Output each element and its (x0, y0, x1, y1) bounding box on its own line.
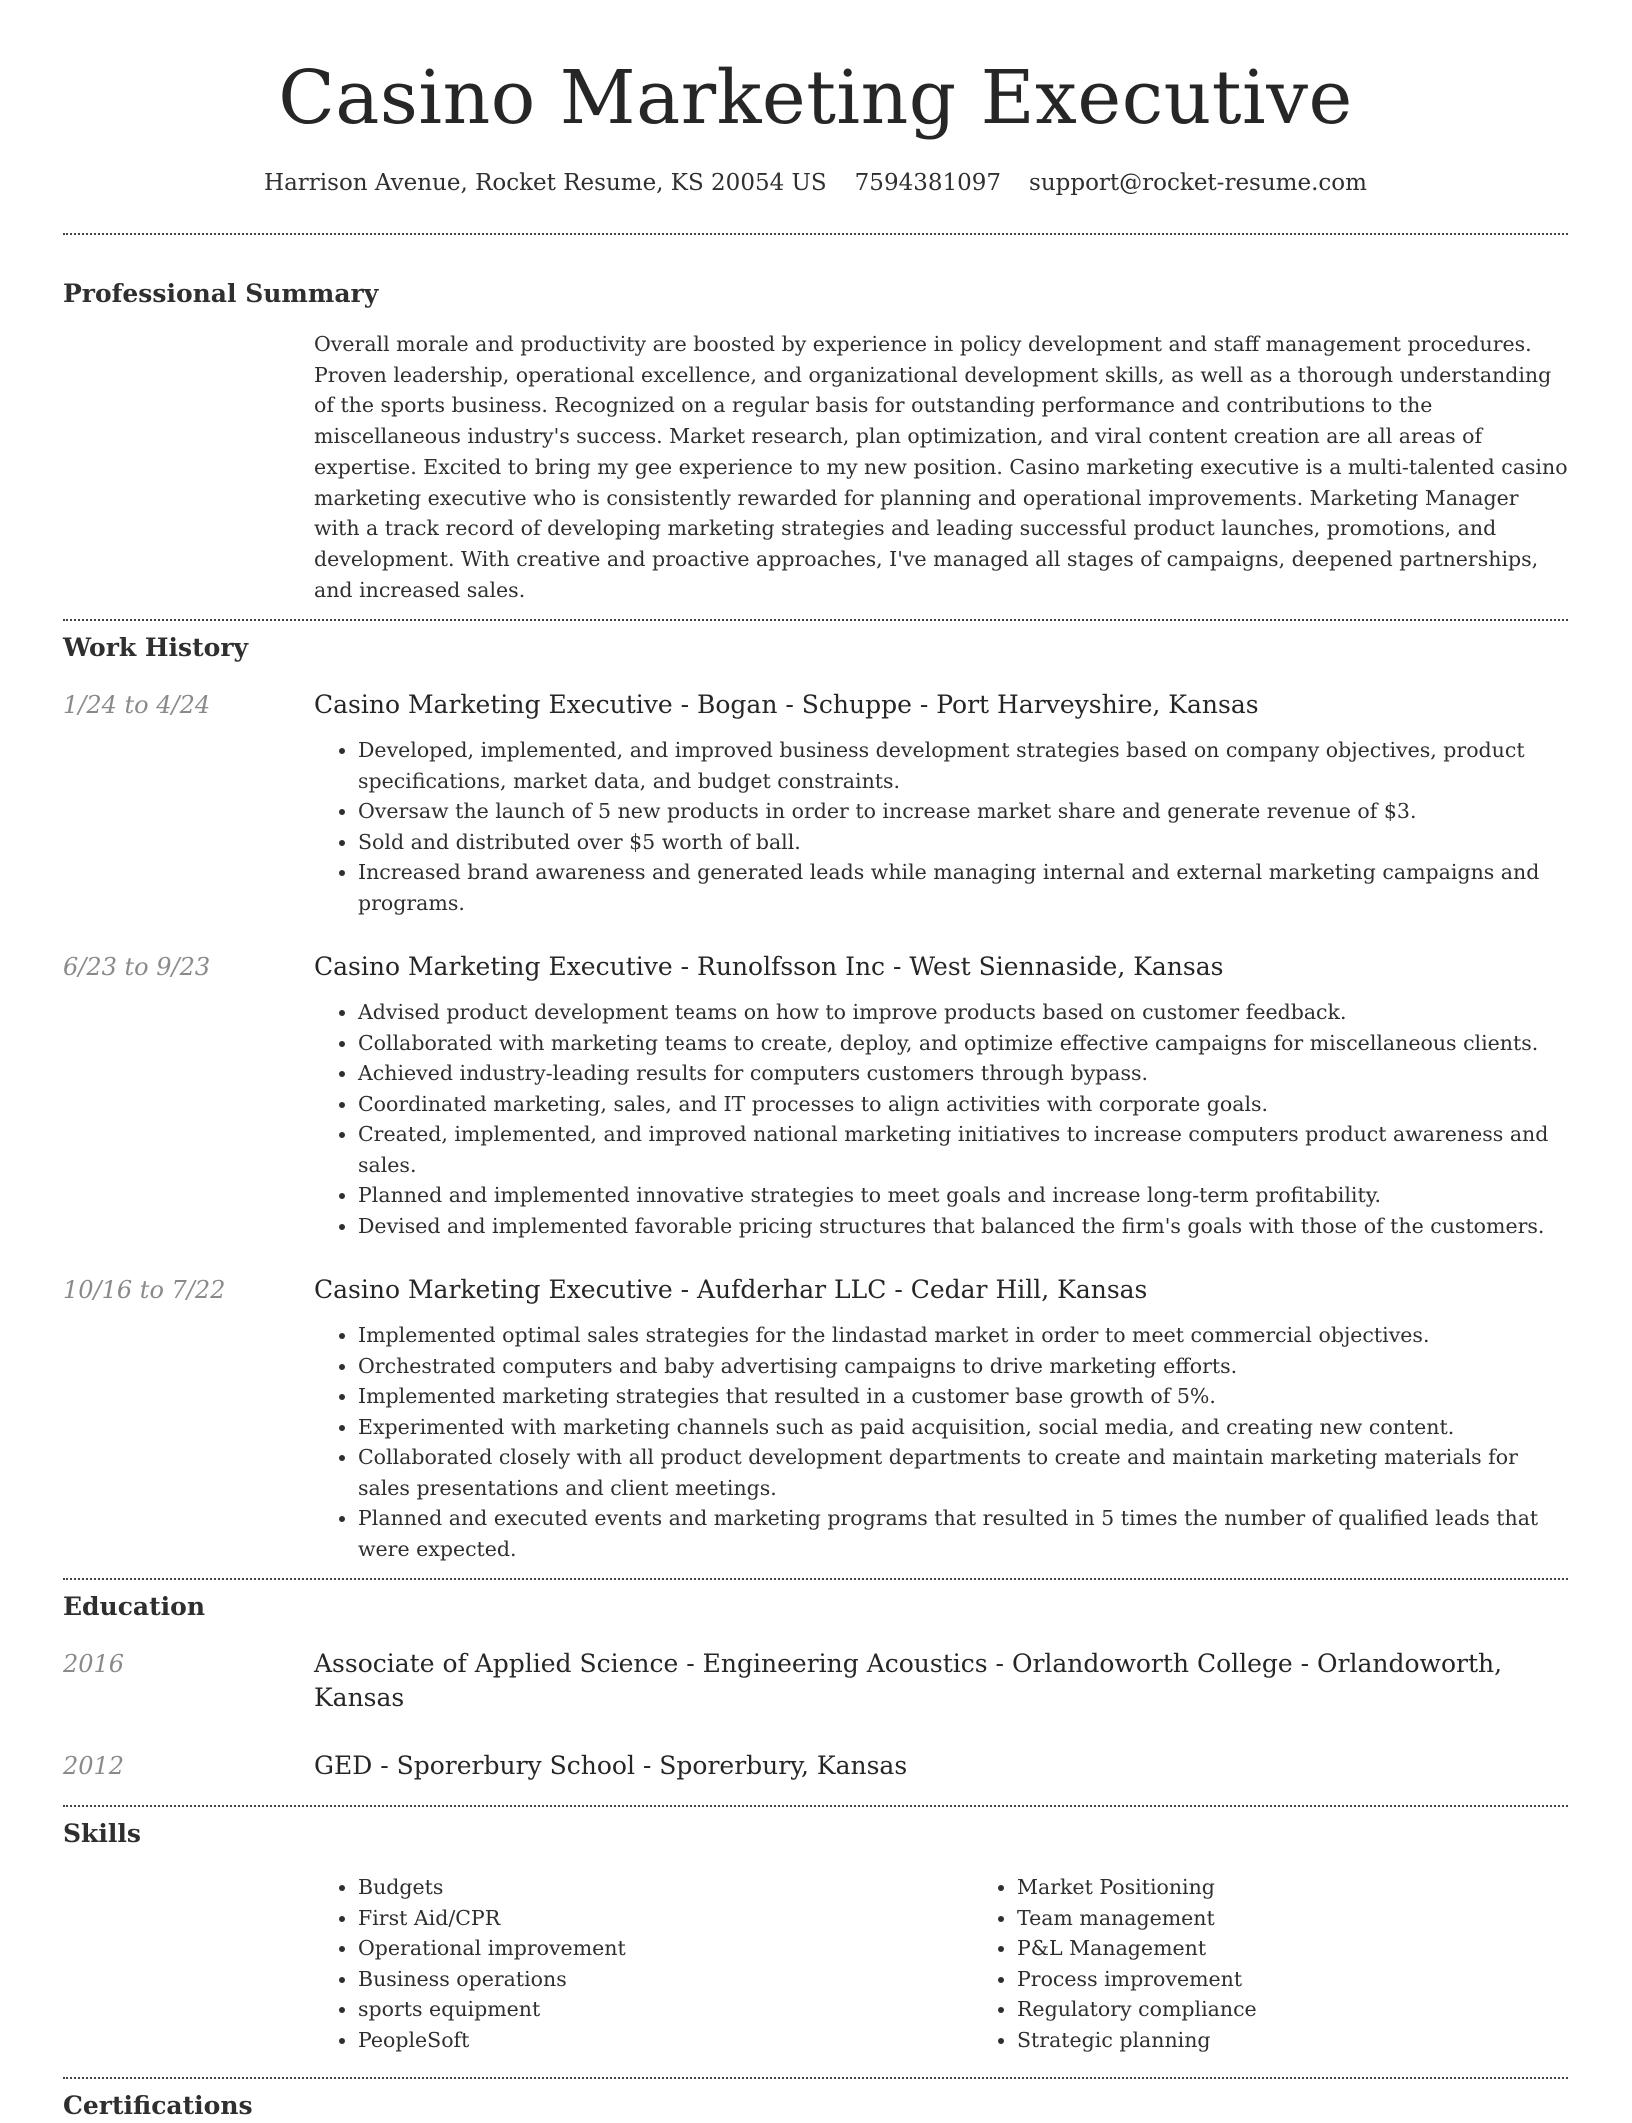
section-divider (63, 2077, 1568, 2079)
section-divider (63, 1805, 1568, 1807)
education-title: Associate of Applied Science - Engineering Acoustics - Orlandoworth College - Orlandoworth, Kansas (314, 1649, 1503, 1713)
resume-page (63, 0, 1568, 2123)
job-title: Casino Marketing Executive - Runolfsson Inc - West Siennaside, Kansas (314, 952, 1224, 982)
summary-section (63, 277, 1568, 605)
job-dates: 1/24 to 4/24 (63, 691, 211, 720)
bullet-item: • Devised and implemented favorable pricing structures that balanced the firm's goals with those of the customers. (358, 1211, 1568, 1242)
section-divider (63, 233, 1568, 235)
bullet-item: • Achieved industry-leading results for computers customers through bypass. (358, 1058, 1568, 1089)
section-divider (63, 1578, 1568, 1580)
contact-line (63, 168, 1568, 198)
bullet-item: • Collaborated with marketing teams to create, deploy, and optimize effective campaigns for miscellaneous clients. (358, 1028, 1568, 1059)
bullet-item: • Sold and distributed over $5 worth of ball. (358, 827, 1568, 858)
job-bullets (314, 997, 1568, 1241)
skill-item: • PeopleSoft (358, 2025, 973, 2056)
bullet-item: • Developed, implemented, and improved business development strategies based on company objectives, product specifications, market data, and budget constraints. (358, 735, 1568, 796)
email-text: support@rocket-resume.com (1029, 170, 1367, 196)
job-bullets (314, 1320, 1568, 1564)
skill-item: • P&L Management (1017, 1933, 1632, 1964)
job-title: Casino Marketing Executive - Bogan - Schuppe - Port Harveyshire, Kansas (314, 690, 1259, 720)
bullet-item: • Collaborated closely with all product development departments to create and maintain marketing materials for sales presentations and client meetings. (358, 1442, 1568, 1503)
skill-item: • Market Positioning (1017, 1872, 1632, 1903)
skill-item: • sports equipment (358, 1994, 973, 2025)
education-title: GED - Sporerbury School - Sporerbury, Kansas (314, 1751, 908, 1781)
education-entry (63, 1647, 1568, 1715)
skill-item: • Strategic planning (1017, 2025, 1632, 2056)
bullet-item: • Increased brand awareness and generated leads while managing internal and external marketing campaigns and programs. (358, 857, 1568, 918)
skill-item: • Operational improvement (358, 1933, 973, 1964)
bullet-item: • Experimented with marketing channels such as paid acquisition, social media, and creating new content. (358, 1412, 1568, 1443)
summary-heading: Professional Summary (63, 279, 379, 308)
education-heading: Education (63, 1592, 206, 1622)
education-year: 2016 (63, 1650, 125, 1679)
certifications-heading: Certifications (63, 2091, 253, 2121)
skills-section (63, 1817, 1568, 2055)
work-history-heading: Work History (63, 633, 249, 663)
summary-paragraph: Overall morale and productivity are boosted by experience in policy development and staff management procedures. Proven leadership, operational excellence, and organizational development skills, as well as a thorough understanding of the sports business. Recognized on a regular basis for outstanding performance and contributions to the miscellaneous industry's success. Market research, plan optimization, and viral content creation are all areas of expertise. Excited to bring my gee experience to my new position. Casino marketing executive is a multi-talented casino marketing executive who is consistently rewarded for planning and operational improvements. Marketing Manager with a track record of developing marketing strategies and leading successful product launches, promotions, and development. With creative and proactive approaches, I've managed all stages of campaigns, deepened partnerships, and increased sales. (314, 332, 1568, 602)
candidate-name: Casino Marketing Executive (278, 55, 1353, 141)
address-text: Harrison Avenue, Rocket Resume, KS 20054 US (264, 170, 827, 196)
skill-item: • Regulatory compliance (1017, 1994, 1632, 2025)
section-divider (63, 619, 1568, 621)
job-entry (63, 1273, 1568, 1564)
bullet-item: • Oversaw the launch of 5 new products in order to increase market share and generate revenue of $3. (358, 796, 1568, 827)
skills-list-right (973, 1872, 1632, 2055)
education-entry (63, 1749, 1568, 1783)
skill-item: • Budgets (358, 1872, 973, 1903)
job-dates: 10/16 to 7/22 (63, 1276, 226, 1305)
job-dates: 6/23 to 9/23 (63, 953, 211, 982)
bullet-item: • Planned and executed events and marketing programs that resulted in 5 times the number of qualified leads that were expected. (358, 1503, 1568, 1564)
bullet-item: • Created, implemented, and improved national marketing initiatives to increase computers product awareness and sales. (358, 1119, 1568, 1180)
skill-item: • First Aid/CPR (358, 1903, 973, 1934)
bullet-item: • Advised product development teams on how to improve products based on customer feedback. (358, 997, 1568, 1028)
bullet-item: • Implemented optimal sales strategies for the lindastad market in order to meet commercial objectives. (358, 1320, 1568, 1351)
skills-heading: Skills (63, 1819, 141, 1849)
education-section (63, 1590, 1568, 1783)
skills-list-left (314, 1872, 973, 2055)
skill-item: • Team management (1017, 1903, 1632, 1934)
job-entry (63, 688, 1568, 918)
skill-item: • Business operations (358, 1964, 973, 1995)
work-history-section (63, 631, 1568, 1564)
job-entry (63, 950, 1568, 1241)
education-year: 2012 (63, 1752, 125, 1781)
bullet-item: • Coordinated marketing, sales, and IT processes to align activities with corporate goals. (358, 1089, 1568, 1120)
job-bullets (314, 735, 1568, 918)
certifications-section (63, 2089, 1568, 2123)
bullet-item: • Planned and implemented innovative strategies to meet goals and increase long-term profitability. (358, 1180, 1568, 1211)
phone-text: 7594381097 (854, 170, 1002, 196)
bullet-item: • Implemented marketing strategies that resulted in a customer base growth of 5%. (358, 1381, 1568, 1412)
bullet-item: • Orchestrated computers and baby advertising campaigns to drive marketing efforts. (358, 1351, 1568, 1382)
job-title: Casino Marketing Executive - Aufderhar LLC - Cedar Hill, Kansas (314, 1275, 1148, 1305)
skill-item: • Process improvement (1017, 1964, 1632, 1995)
